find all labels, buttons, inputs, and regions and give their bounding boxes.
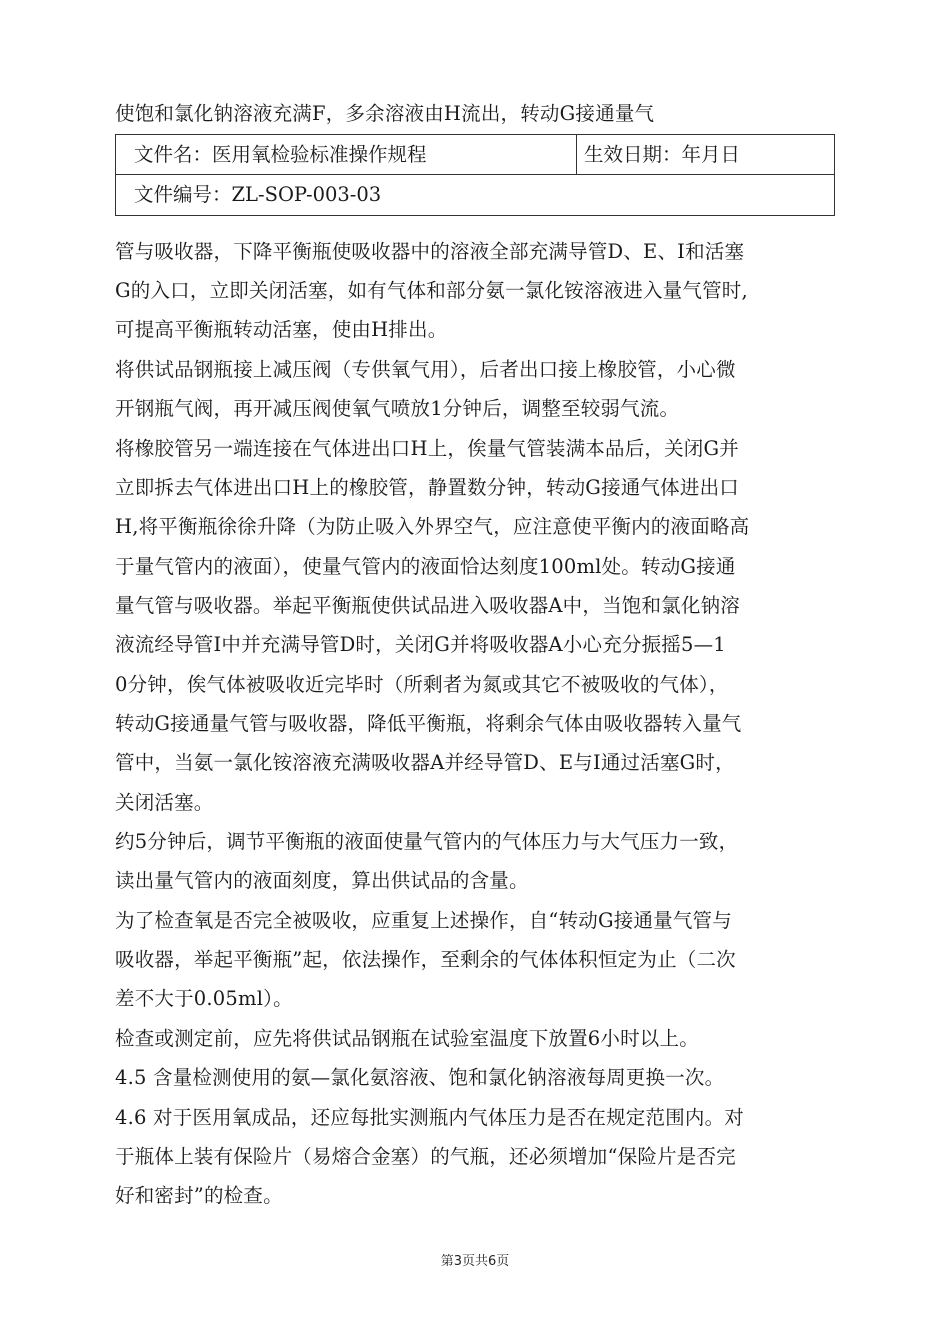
body-line: 立即拆去气体进出口H上的橡胶管，静置数分钟，转动G接通气体进出口	[115, 476, 739, 499]
body-line: 为了检查氧是否完全被吸收，应重复上述操作，自“转动G接通量气管与	[115, 909, 732, 932]
body-line: 可提高平衡瓶转动活塞，使由H排出。	[115, 318, 448, 341]
body-line: 约5分钟后，调节平衡瓶的液面使量气管内的气体压力与大气压力一致，	[115, 830, 739, 853]
body-line: 转动G接通量气管与吸收器，降低平衡瓶，将剩余气体由吸收器转入量气	[115, 712, 742, 735]
file-name-cell: 文件名：医用氧检验标准操作规程	[116, 135, 577, 175]
body-line: 4.6 对于医用氧成品，还应每批实测瓶内气体压力是否在规定范围内。对	[115, 1106, 745, 1129]
document-header-table	[115, 134, 835, 216]
body-line: 吸收器，举起平衡瓶”起，依法操作，至剩余的气体体积恒定为止（二次	[115, 948, 736, 971]
body-line: 检查或测定前，应先将供试品钢瓶在试验室温度下放置6小时以上。	[115, 1027, 699, 1050]
file-number-cell: 文件编号：ZL-SOP-003-03	[134, 183, 382, 206]
body-line: 4.5 含量检测使用的氨—氯化氨溶液、饱和氯化钠溶液每周更换一次。	[115, 1066, 725, 1089]
effective-date-cell: 生效日期：年月日	[584, 143, 741, 166]
body-line: 0分钟，俟气体被吸收近完毕时（所剩者为氮或其它不被吸收的气体），	[115, 673, 729, 696]
body-line: 液流经导管I中并充满导管D时，关闭G并将吸收器A小心充分振摇5—1	[115, 633, 726, 656]
body-line-top: 使饱和氯化钠溶液充满F，多余溶液由H流出，转动G接通量气	[115, 102, 655, 125]
body-line: 管与吸收器，下降平衡瓶使吸收器中的溶液全部充满导管D、E、I和活塞	[115, 240, 745, 263]
body-line: 于瓶体上装有保险片（易熔合金塞）的气瓶，还必须增加“保险片是否完	[115, 1145, 736, 1168]
body-line: 差不大于0.05ml）。	[115, 987, 293, 1010]
body-line: H,将平衡瓶徐徐升降（为防止吸入外界空气，应注意使平衡内的液面略高	[115, 515, 750, 538]
body-line: 关闭活塞。	[115, 791, 214, 814]
body-line: 将供试品钢瓶接上减压阀（专供氧气用），后者出口接上橡胶管，小心微	[115, 358, 736, 381]
header-row-1	[116, 135, 834, 175]
header-row-2	[116, 175, 834, 215]
body-line: 读出量气管内的液面刻度，算出供试品的含量。	[115, 869, 529, 892]
body-line: 于量气管内的液面），使量气管内的液面恰达刻度100ml处。转动G接通	[115, 555, 736, 578]
body-line: 将橡胶管另一端连接在气体进出口H上，俟量气管装满本品后，关闭G并	[115, 437, 739, 460]
body-line: 量气管与吸收器。举起平衡瓶使供试品进入吸收器A中，当饱和氯化钠溶	[115, 594, 740, 617]
body-line: 开钢瓶气阀，再开减压阀使氧气喷放1分钟后，调整至较弱气流。	[115, 397, 680, 420]
page-number-footer: 第3页共6页	[440, 1254, 510, 1269]
body-line: 管中，当氨一氯化铵溶液充满吸收器A并经导管D、E与I通过活塞G时，	[115, 751, 735, 774]
body-line: G的入口，立即关闭活塞，如有气体和部分氨一氯化铵溶液进入量气管时,	[115, 279, 748, 302]
body-line: 好和密封”的检查。	[115, 1184, 283, 1207]
